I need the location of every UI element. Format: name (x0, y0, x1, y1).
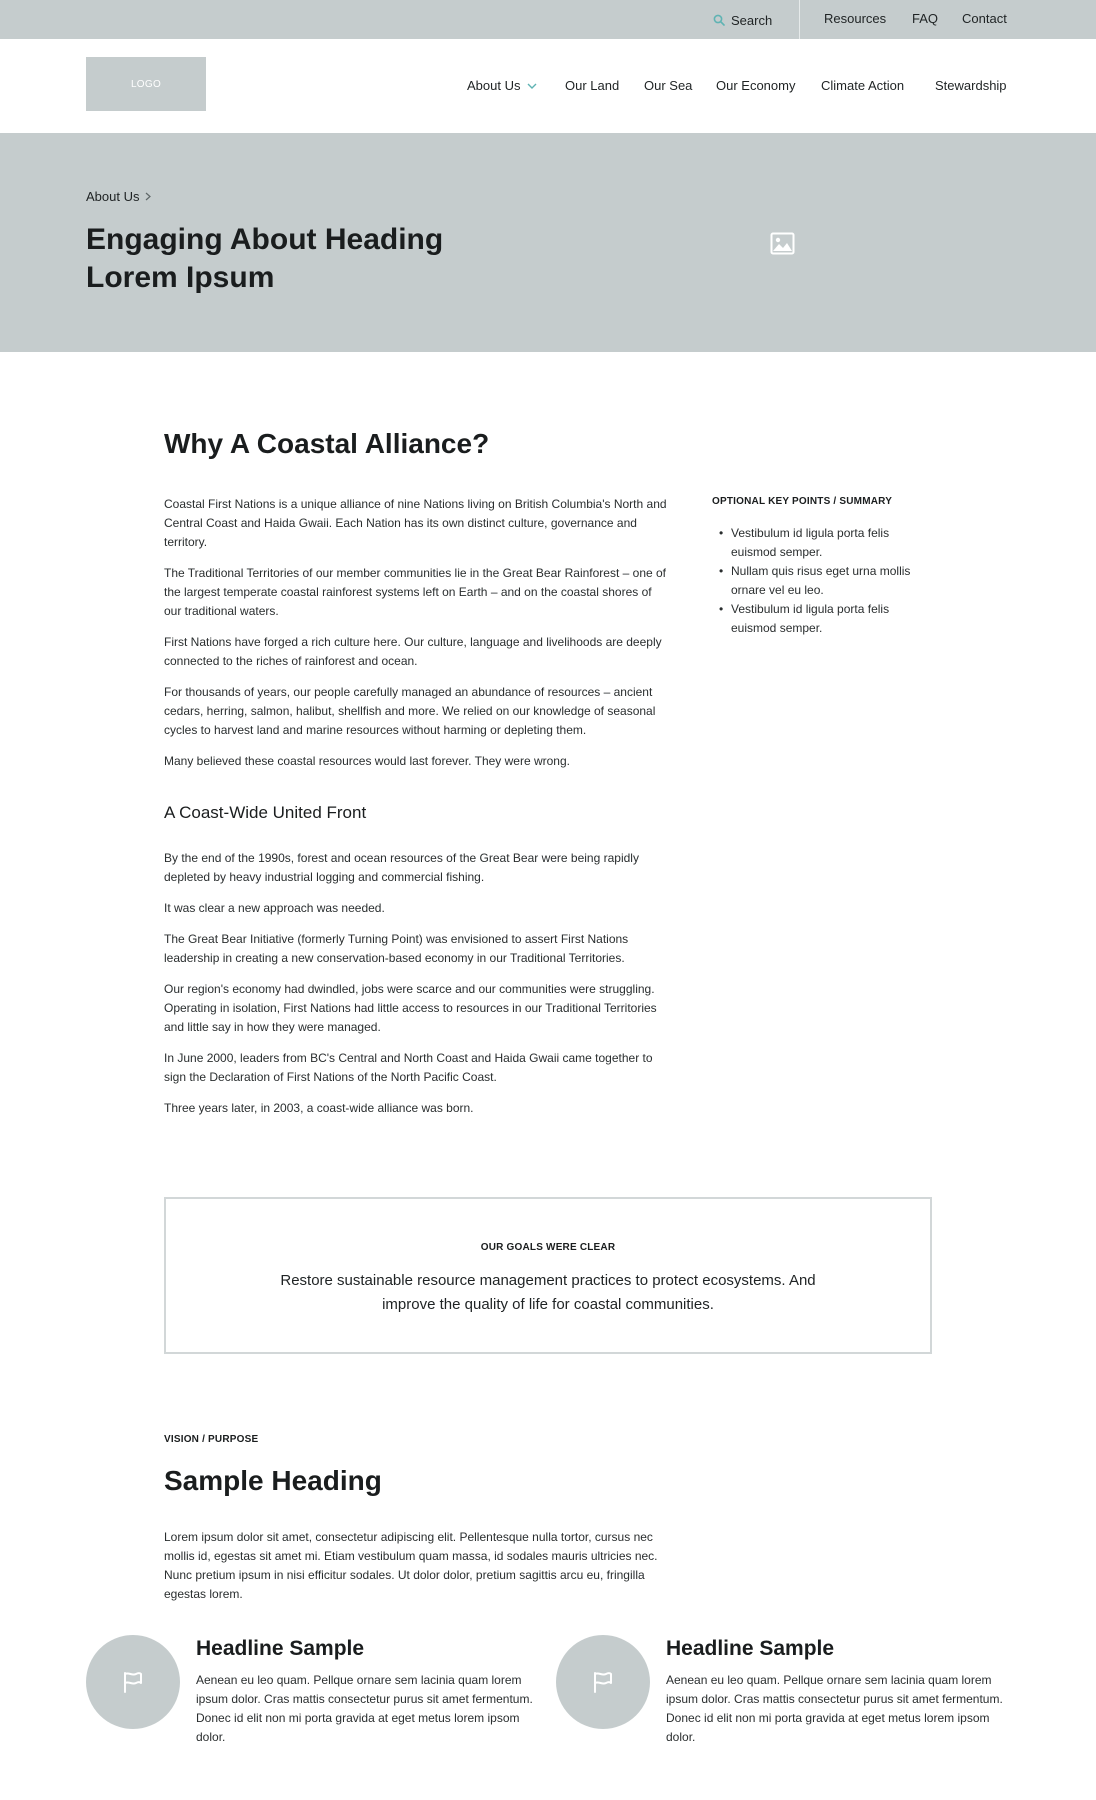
utility-search-link[interactable] (713, 11, 772, 29)
feature-card (86, 1635, 546, 1755)
key-points-summary (712, 496, 937, 638)
key-points-label: OPTIONAL KEY POINTS / SUMMARY (712, 496, 893, 507)
hero-banner (0, 133, 1096, 352)
goals-label: OUR GOALS WERE CLEAR (480, 1242, 616, 1253)
intro-paragraph: The Traditional Territories of our member communities lie in the Great Bear Rainforest – one of the largest temperate coastal rainforest systems left on Earth – and on the coastal shores of our traditional waters. (164, 566, 667, 618)
chevron-right-icon (145, 192, 151, 201)
nav-item-label: About Us (467, 78, 521, 93)
page-title-line-2: Lorem Ipsum (86, 261, 275, 294)
united-front-paragraph: In June 2000, leaders from BC's Central and North Coast and Haida Gwaii came together to sign the Declaration of First Nations of the North Pacific Coast. (164, 1051, 653, 1084)
breadcrumb (86, 189, 151, 204)
utility-divider (799, 0, 800, 39)
intro-paragraph: For thousands of years, our people carefully managed an abundance of resources – ancient cedars, herring, salmon, halibut, shellfish and more. We relied on our knowledge of seasonal cycles to harvest land and marine resources without harming or depleting them. (164, 685, 656, 737)
vision-heading: Sample Heading (164, 1465, 382, 1496)
vision-eyebrow: VISION / PURPOSE (164, 1434, 259, 1445)
intro-paragraph: Coastal First Nations is a unique alliance of nine Nations living on British Columbia's North and Central Coast and Haida Gwaii. Each Nation has its own distinct culture, governance and territory. (164, 497, 667, 549)
feature-body: Aenean eu leo quam. Pellque ornare sem lacinia quam lorem ipsum dolor. Cras mattis consectetur purus sit amet fermentum. Donec id elit non mi porta gravida at eget metus lorem ipsom dolor. (196, 1673, 533, 1744)
search-icon (713, 14, 725, 26)
united-front-paragraph: Our region's economy had dwindled, jobs were scarce and our communities were struggling. Operating in isolation, First Nations had little access to resources in our Traditional Territories and little say in how they were managed. (164, 982, 657, 1034)
key-point-item: • Nullam quis risus eget urna mollis ornare vel eu leo. (712, 562, 937, 600)
page-title-line-1: Engaging About Heading (86, 223, 444, 256)
section-heading-coastal-alliance: Why A Coastal Alliance? (164, 428, 490, 459)
utility-bar (0, 0, 1096, 39)
vision-body: Lorem ipsum dolor sit amet, consectetur adipiscing elit. Pellentesque nulla tortor, cursus nec mollis id, egestas sit amet mi. Etiam vestibulum quam massa, id sodales mauris ultricies nec. Nunc pretium ipsum in nisi efficitur sodales. Ut dolor dolor, pretium sagittis arcu eu, fringilla egestas lorem. (164, 1530, 658, 1601)
logo[interactable]: LOGO (86, 57, 206, 111)
utility-link-faq[interactable]: FAQ (912, 11, 939, 26)
nav-item-our-sea[interactable]: Our Sea (644, 78, 693, 93)
nav-item-about-us[interactable] (467, 78, 537, 93)
goals-text: Restore sustainable resource management practices to protect ecosystems. And improve the quality of life for coastal communities. (280, 1272, 816, 1313)
feature-card (556, 1635, 1016, 1755)
subheading-united-front: A Coast-Wide United Front (164, 803, 367, 822)
nav-item-stewardship[interactable]: Stewardship (935, 78, 1007, 93)
chevron-down-icon (527, 83, 537, 89)
flag-icon (591, 1670, 615, 1694)
feature-body: Aenean eu leo quam. Pellque ornare sem lacinia quam lorem ipsum dolor. Cras mattis consectetur purus sit amet fermentum. Donec id elit non mi porta gravida at eget metus lorem ipsom dolor. (666, 1673, 1003, 1744)
united-front-paragraph: The Great Bear Initiative (formerly Turning Point) was envisioned to assert First Nations leadership in creating a new conservation-based economy in our Traditional Territories. (164, 932, 629, 965)
page-title (86, 221, 506, 297)
nav-item-climate-action[interactable]: Climate Action (821, 78, 905, 93)
united-front-paragraph: By the end of the 1990s, forest and ocean resources of the Great Bear were being rapidly depleted by heavy industrial logging and commercial fishing. (164, 851, 639, 884)
goals-callout (164, 1197, 932, 1354)
feature-icon-circle (556, 1635, 650, 1729)
utility-link-resources[interactable]: Resources (824, 11, 887, 26)
feature-title: Headline Sample (196, 1637, 365, 1660)
united-front-paragraph: It was clear a new approach was needed. (164, 901, 385, 915)
feature-title: Headline Sample (666, 1637, 835, 1660)
key-points-list (712, 524, 937, 638)
site-header (0, 39, 1096, 133)
image-placeholder-icon (770, 232, 795, 255)
united-front-paragraph: Three years later, in 2003, a coast-wide alliance was born. (164, 1101, 474, 1115)
flag-icon (121, 1670, 145, 1694)
nav-item-our-land[interactable]: Our Land (565, 78, 620, 93)
intro-paragraph: Many believed these coastal resources would last forever. They were wrong. (164, 754, 570, 768)
key-point-item: • Vestibulum id ligula porta felis euismod semper. (712, 524, 937, 562)
feature-icon-circle (86, 1635, 180, 1729)
nav-item-our-economy[interactable]: Our Economy (716, 78, 796, 93)
search-label: Search (731, 12, 773, 28)
intro-body (164, 495, 669, 783)
united-front-body (164, 849, 669, 1130)
key-point-item: • Vestibulum id ligula porta felis euismod semper. (712, 600, 937, 638)
intro-paragraph: First Nations have forged a rich culture here. Our culture, language and livelihoods are deeply connected to the riches of rainforest and ocean. (164, 635, 662, 668)
utility-link-contact[interactable]: Contact (962, 11, 1007, 26)
breadcrumb-link-about-us[interactable]: About Us (86, 189, 140, 204)
